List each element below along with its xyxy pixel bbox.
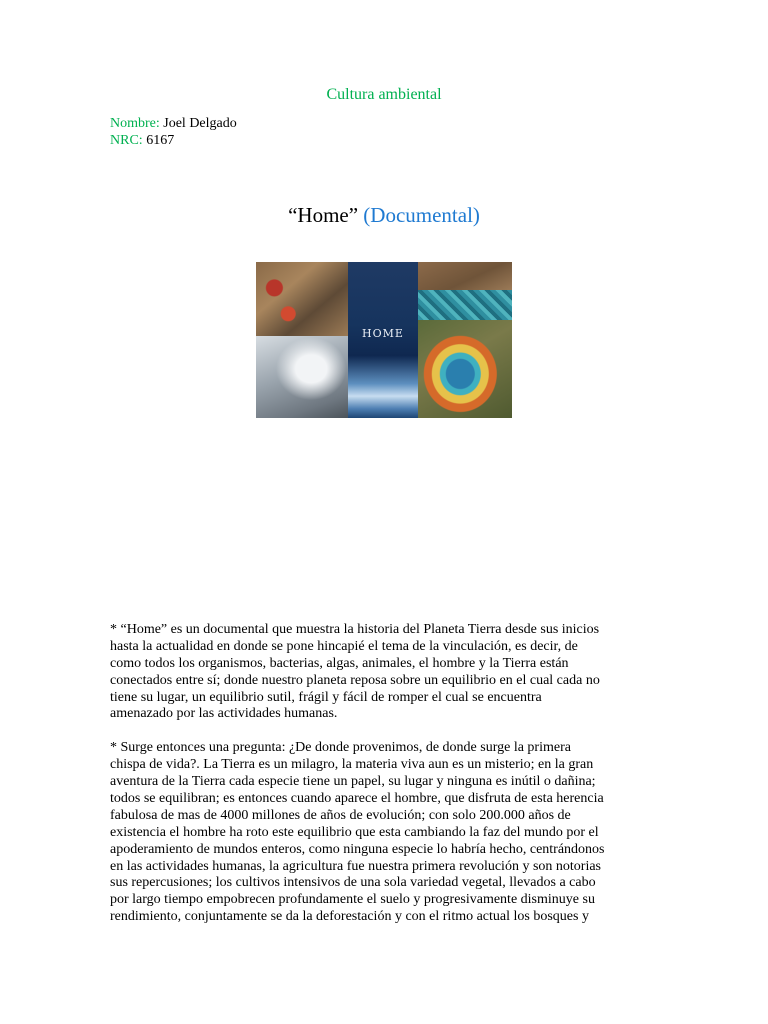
student-name-line — [110, 115, 237, 132]
collage-tile-clouds — [256, 336, 348, 418]
heading-title: “Home” — [288, 203, 359, 227]
poster-title: HOME — [362, 327, 404, 340]
collage-tile-earth-poster — [348, 262, 418, 418]
nrc-value: 6167 — [146, 133, 175, 148]
collage-tile-hot-spring — [418, 320, 512, 418]
nrc-label: NRC: — [110, 133, 143, 148]
course-title: Cultura ambiental — [326, 86, 442, 103]
nrc-line — [110, 132, 174, 149]
name-value: Joel Delgado — [163, 116, 237, 131]
text-line: amenazado por las actividades humanas. — [110, 706, 338, 722]
text-line: fabulosa de mas de 4000 millones de años de evolución; con solo 200.000 años de — [110, 807, 571, 823]
paragraph-2 — [110, 740, 655, 926]
text-line: aventura de la Tierra cada especie tiene un papel, su lugar y ninguna es inútil o dañina; — [110, 774, 596, 790]
body-text — [110, 622, 655, 926]
heading-subtitle: (Documental) — [363, 203, 480, 227]
text-line: existencia el hombre ha roto este equilibrio que esta cambiando la faz del mundo por el — [110, 824, 599, 840]
text-line: todos se equilibran; es entonces cuando aparece el hombre, que disfruta de esta herencia — [110, 791, 604, 807]
collage-tile-market — [256, 262, 348, 336]
text-line: tiene su lugar, un equilibrio sutil, frágil y fácil de romper el cual se encuentra — [110, 689, 542, 705]
text-line: conectados entre sí; donde nuestro planeta reposa sobre un equilibrio en el cual cada no — [110, 672, 600, 688]
text-line: * “Home” es un documental que muestra la historia del Planeta Tierra desde sus inicios — [110, 622, 600, 637]
text-line: rendimiento, conjuntamente se da la deforestación y con el ritmo actual los bosques y — [110, 909, 589, 925]
text-line: sus repercusiones; los cultivos intensivos de una sola variedad vegetal, llevados a cabo — [110, 875, 596, 891]
text-line: * Surge entonces una pregunta: ¿De donde provenimos, de donde surge la primera — [110, 740, 571, 756]
documentary-heading — [0, 203, 768, 228]
text-line: apoderamiento de mundos enteros, como ninguna especie lo habría hecho, centrándonos — [110, 841, 605, 857]
text-line: en las actividades humanas, la agricultura fue nuestra primera revolución y son notorias — [110, 858, 601, 874]
text-line: como todos los organismos, bacterias, algas, animales, el hombre y la Tierra están — [110, 655, 569, 671]
text-line: chispa de vida?. La Tierra es un milagro, la materia viva aun es un misterio; en la gran — [110, 757, 594, 773]
collage-tile-water-pattern — [418, 290, 512, 320]
text-line: por largo tiempo empobrecen profundamente el suelo y progresivamente disminuye su — [110, 892, 595, 908]
text-line: hasta la actualidad en donde se pone hincapié el tema de la vinculación, es decir, de — [110, 638, 578, 654]
home-documentary-collage-image — [256, 262, 512, 418]
name-label: Nombre: — [110, 116, 160, 131]
paragraph-1 — [110, 622, 655, 723]
